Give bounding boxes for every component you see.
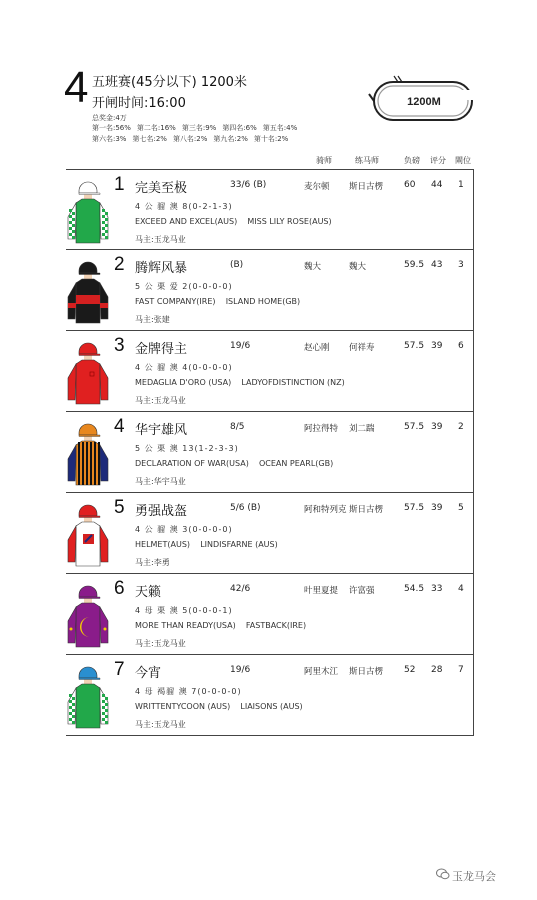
rating: 39 xyxy=(431,503,443,513)
dam: LADYOFDISTINCTION (NZ) xyxy=(241,378,345,387)
horse-name: 华宇雄风 xyxy=(135,423,188,438)
horse-info: 4 公 骝 澳 8(0-2-1-3) xyxy=(135,202,233,211)
col-jockey: 骑师 xyxy=(316,156,332,165)
jockey-silks-icon xyxy=(66,336,110,406)
sire: MORE THAN READY(USA) xyxy=(135,621,236,630)
saddle-number: 5 xyxy=(114,497,125,518)
horse-info: 4 公 骝 澳 3(0-0-0-0) xyxy=(135,525,233,534)
jockey-name: 魏大 xyxy=(304,262,322,272)
runner-entry xyxy=(66,250,474,331)
weight: 52 xyxy=(404,665,416,675)
track-diagram xyxy=(368,72,476,126)
jockey-silks-icon xyxy=(66,579,110,649)
trainer-name: 斯日古楞 xyxy=(349,667,384,677)
race-title: 五班赛(45分以下) 1200米 xyxy=(92,75,247,90)
watermark: 玉龙马会 xyxy=(452,870,496,883)
odds: 19/6 xyxy=(230,341,251,351)
horse-info: 4 母 褐骝 澳 7(0-0-0-0) xyxy=(135,687,242,696)
rating: 39 xyxy=(431,341,443,351)
horse-name: 天籁 xyxy=(135,585,162,600)
saddle-number: 2 xyxy=(114,254,125,275)
track-distance: 1200M xyxy=(407,96,441,108)
runner-list xyxy=(66,169,474,736)
prize-item: 第七名:2% xyxy=(132,135,167,143)
saddle-number: 1 xyxy=(114,174,125,195)
draw: 4 xyxy=(458,584,464,594)
pedigree xyxy=(135,621,306,630)
jockey-silks-icon xyxy=(66,660,110,730)
sire: HELMET(AUS) xyxy=(135,540,191,549)
odds: (B) xyxy=(230,260,244,270)
runner-entry xyxy=(66,331,474,412)
prize-item: 第二名:16% xyxy=(136,124,176,132)
saddle-number: 3 xyxy=(114,335,125,356)
pedigree xyxy=(135,217,332,226)
saddle-number: 6 xyxy=(114,578,125,599)
weight: 57.5 xyxy=(404,341,425,351)
owner: 马主:玉龙马业 xyxy=(135,396,186,405)
sire: DECLARATION OF WAR(USA) xyxy=(135,459,249,468)
jockey-name: 麦尔顿 xyxy=(304,182,330,192)
prize-row-2 xyxy=(92,134,294,144)
prize-item: 第九名:2% xyxy=(213,135,248,143)
trainer-name: 斯日古楞 xyxy=(349,182,384,192)
jockey-name: 阿拉得特 xyxy=(304,424,339,434)
prize-item: 第四名:6% xyxy=(222,124,257,132)
horse-info: 5 公 栗 澳 13(1-2-3-3) xyxy=(135,444,239,453)
owner: 马主:张建 xyxy=(135,315,170,324)
horse-name: 金牌得主 xyxy=(135,342,188,357)
jockey-name: 阿和特列克 xyxy=(304,505,347,515)
odds: 42/6 xyxy=(230,584,251,594)
draw: 7 xyxy=(458,665,464,675)
col-draw: 閘位 xyxy=(455,156,471,165)
sire: MEDAGLIA D'ORO (USA) xyxy=(135,378,232,387)
runner-entry xyxy=(66,169,474,250)
prize-item: 第五名:4% xyxy=(262,124,298,132)
pedigree xyxy=(135,297,300,306)
jockey-silks-icon xyxy=(66,255,110,325)
draw: 1 xyxy=(458,180,464,190)
draw: 2 xyxy=(458,422,464,432)
dam: LINDISFARNE (AUS) xyxy=(200,540,278,549)
dam: OCEAN PEARL(GB) xyxy=(258,459,334,468)
rating: 44 xyxy=(431,180,443,190)
horse-info: 4 公 骝 澳 4(0-0-0-0) xyxy=(135,363,233,372)
sire: WRITTENTYCOON (AUS) xyxy=(135,702,231,711)
pedigree xyxy=(135,540,278,549)
dam: MISS LILY ROSE(AUS) xyxy=(247,217,332,226)
odds: 8/5 xyxy=(230,422,245,432)
pedigree xyxy=(135,378,345,387)
horse-name: 今宵 xyxy=(135,666,162,681)
runner-entry xyxy=(66,655,474,736)
total-prize: 总奖金:4万 xyxy=(92,114,127,122)
odds: 5/6 (B) xyxy=(230,503,261,513)
owner: 马主:李勇 xyxy=(135,558,170,567)
sire: EXCEED AND EXCEL(AUS) xyxy=(135,217,238,226)
saddle-number: 4 xyxy=(114,416,125,437)
dam: FASTBACK(IRE) xyxy=(245,621,307,630)
draw: 6 xyxy=(458,341,464,351)
jockey-name: 赵心刚 xyxy=(304,343,330,353)
prize-item: 第十名:2% xyxy=(253,135,289,143)
weight: 60 xyxy=(404,180,416,190)
race-start-time: 开闸时间:16:00 xyxy=(92,96,186,111)
col-weight: 负磅 xyxy=(404,156,420,165)
jockey-name: 叶里夏提 xyxy=(304,586,339,596)
pedigree xyxy=(135,702,303,711)
weight: 59.5 xyxy=(404,260,425,270)
prize-item: 第六名:3% xyxy=(92,135,127,143)
col-rating: 评分 xyxy=(430,156,446,165)
pedigree xyxy=(135,459,333,468)
draw: 3 xyxy=(458,260,464,270)
owner: 马主:华宇马业 xyxy=(135,477,186,486)
prize-item: 第三名:9% xyxy=(181,124,217,132)
jockey-silks-icon xyxy=(66,417,110,487)
prize-item: 第八名:2% xyxy=(172,135,208,143)
race-number: 4 xyxy=(64,63,89,112)
weight: 54.5 xyxy=(404,584,425,594)
rating: 33 xyxy=(431,584,443,594)
horse-info: 4 母 栗 澳 5(0-0-0-1) xyxy=(135,606,233,615)
dam: LIAISONS (AUS) xyxy=(240,702,303,711)
dam: ISLAND HOME(GB) xyxy=(225,297,301,306)
horse-name: 勇强战盔 xyxy=(135,504,188,519)
odds: 33/6 (B) xyxy=(230,180,267,190)
jockey-silks-icon xyxy=(66,175,110,245)
rating: 43 xyxy=(431,260,443,270)
odds: 19/6 xyxy=(230,665,251,675)
jockey-silks-icon xyxy=(66,498,110,568)
horse-name: 腾辉风暴 xyxy=(135,261,188,276)
trainer-name: 魏大 xyxy=(349,262,367,272)
trainer-name: 斯日古楞 xyxy=(349,505,384,515)
rating: 39 xyxy=(431,422,443,432)
owner: 马主:玉龙马业 xyxy=(135,720,186,729)
runner-entry xyxy=(66,574,474,655)
saddle-number: 7 xyxy=(114,659,125,680)
trainer-name: 许富强 xyxy=(349,586,375,596)
draw: 5 xyxy=(458,503,464,513)
jockey-name: 阿里木江 xyxy=(304,667,339,677)
trainer-name: 何祥寿 xyxy=(349,343,375,353)
runner-entry xyxy=(66,493,474,574)
rating: 28 xyxy=(431,665,443,675)
owner: 马主:玉龙马业 xyxy=(135,639,186,648)
prize-item: 第一名:56% xyxy=(92,124,131,132)
col-trainer: 练马师 xyxy=(355,156,379,165)
weight: 57.5 xyxy=(404,503,425,513)
prize-row-1 xyxy=(92,123,303,133)
wechat-icon xyxy=(436,868,450,880)
horse-info: 5 公 栗 爱 2(0-0-0-0) xyxy=(135,282,233,291)
owner: 马主:玉龙马业 xyxy=(135,235,186,244)
runner-entry xyxy=(66,412,474,493)
trainer-name: 刘二踹 xyxy=(349,424,375,434)
sire: FAST COMPANY(IRE) xyxy=(135,297,216,306)
horse-name: 完美至极 xyxy=(135,181,188,196)
weight: 57.5 xyxy=(404,422,425,432)
